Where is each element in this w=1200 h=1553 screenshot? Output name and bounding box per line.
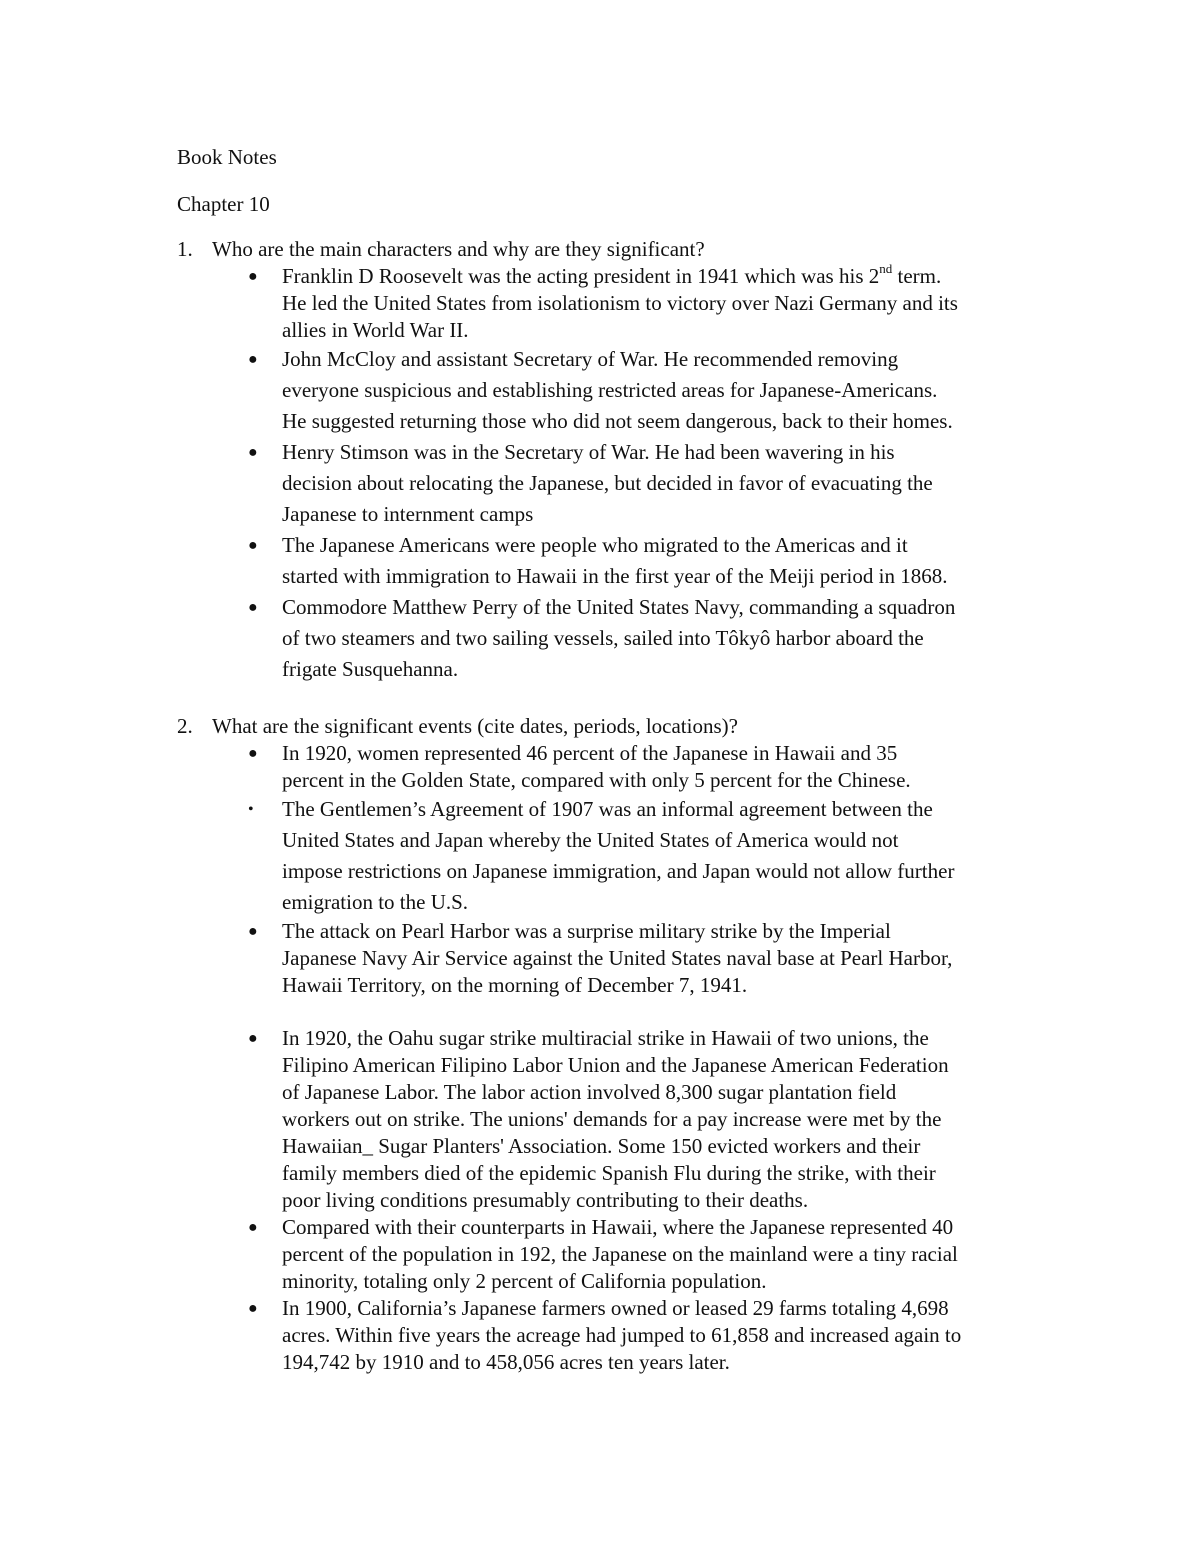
spacer xyxy=(177,999,1077,1025)
chapter-heading: Chapter 10 xyxy=(177,192,270,216)
list-item xyxy=(177,740,962,794)
question-2-line xyxy=(177,712,1077,740)
bullet-icon: ● xyxy=(248,923,258,940)
bullet-text: Compared with their counterparts in Hawaii, where the Japanese represented 40 percent of the population in 192, the Japanese on the mainland were a tiny racial minority, totaling only 2 percent of California population. xyxy=(282,1215,958,1293)
bullet-text-part: term. He led the United States from isolationism to victory over Nazi Germany and its allies in World War II. xyxy=(282,264,958,342)
bullet-text: The attack on Pearl Harbor was a surprise military strike by the Imperial Japanese Navy Air Service against the United States naval base at Pearl Harbor, Hawaii Territory, on the morning of December 7, 1941. xyxy=(282,919,953,997)
bullet-icon: ● xyxy=(248,268,258,285)
bullet-text: Commodore Matthew Perry of the United States Navy, commanding a squadron of two steamers and two sailing vessels, sailed into Tôkyô harbor aboard the frigate Susquehanna. xyxy=(282,595,956,681)
bullet-text: In 1900, California’s Japanese farmers owned or leased 29 farms totaling 4,698 acres. Within five years the acreage had jumped to 61,858 and increased again to 194,742 by 1910 and to 458,056 acres ten years later. xyxy=(282,1296,962,1374)
question-text: Who are the main characters and why are they significant? xyxy=(212,237,705,261)
question-2 xyxy=(177,712,1077,1376)
bullet-icon: ● xyxy=(248,351,258,368)
list-item xyxy=(177,263,962,344)
list-item xyxy=(177,918,962,999)
bullet-text: The Gentlemen’s Agreement of 1907 was an informal agreement between the United States and Japan whereby the United States of America would not impose restrictions on Japanese immigration, and Japan would not allow further emigration to the U.S. xyxy=(282,797,955,914)
bullet-text: In 1920, the Oahu sugar strike multiracial strike in Hawaii of two unions, the Filipino American Filipino Labor Union and the Japanese American Federation of Japanese Labor. The labor action involved 8,300 sugar plantation field workers out on strike. The unions' demands for a pay increase were met by the Hawaiian_ Sugar Planters' Association. Some 150 evicted workers and their family members died of the epidemic Spanish Flu during the strike, with their poor living conditions presumably contributing to their deaths. xyxy=(282,1026,949,1212)
bullet-icon: ● xyxy=(248,745,258,762)
bullet-text: John McCloy and assistant Secretary of War. He recommended removing everyone suspicious and establishing restricted areas for Japanese-Americans. He suggested returning those who did not seem dangerous, back to their homes. xyxy=(282,347,953,433)
list-item xyxy=(177,437,962,530)
superscript-ordinal: nd xyxy=(879,261,893,276)
bullet-icon: • xyxy=(248,801,254,818)
bullet-text: In 1920, women represented 46 percent of the Japanese in Hawaii and 35 percent in the Golden State, compared with only 5 percent for the Chinese. xyxy=(282,741,911,792)
question-number: 1. xyxy=(177,237,193,261)
question-1 xyxy=(177,235,1077,685)
question-number: 2. xyxy=(177,714,193,738)
bullet-icon: ● xyxy=(248,537,258,554)
bullet-icon: ● xyxy=(248,599,258,616)
question-text: What are the significant events (cite dates, periods, locations)? xyxy=(212,714,738,738)
list-item xyxy=(177,1025,962,1214)
list-item xyxy=(177,530,962,592)
list-item xyxy=(177,794,962,918)
list-item xyxy=(177,1214,962,1295)
list-item xyxy=(177,592,962,685)
question-1-bullets xyxy=(177,263,1077,685)
bullet-text: Henry Stimson was in the Secretary of War. He had been wavering in his decision about relocating the Japanese, but decided in favor of evacuating the Japanese to internment camps xyxy=(282,440,933,526)
bullet-icon: ● xyxy=(248,1030,258,1047)
bullet-icon: ● xyxy=(248,1219,258,1236)
bullet-icon: ● xyxy=(248,1300,258,1317)
bullet-icon: ● xyxy=(248,444,258,461)
page-title: Book Notes xyxy=(177,145,277,169)
list-item xyxy=(177,1295,962,1376)
question-2-bullets xyxy=(177,740,1077,1376)
question-1-line xyxy=(177,235,1077,263)
bullet-text-part: Franklin D Roosevelt was the acting president in 1941 which was his 2 xyxy=(282,264,880,288)
bullet-text: The Japanese Americans were people who migrated to the Americas and it started with immigration to Hawaii in the first year of the Meiji period in 1868. xyxy=(282,533,948,588)
list-item xyxy=(177,344,962,437)
